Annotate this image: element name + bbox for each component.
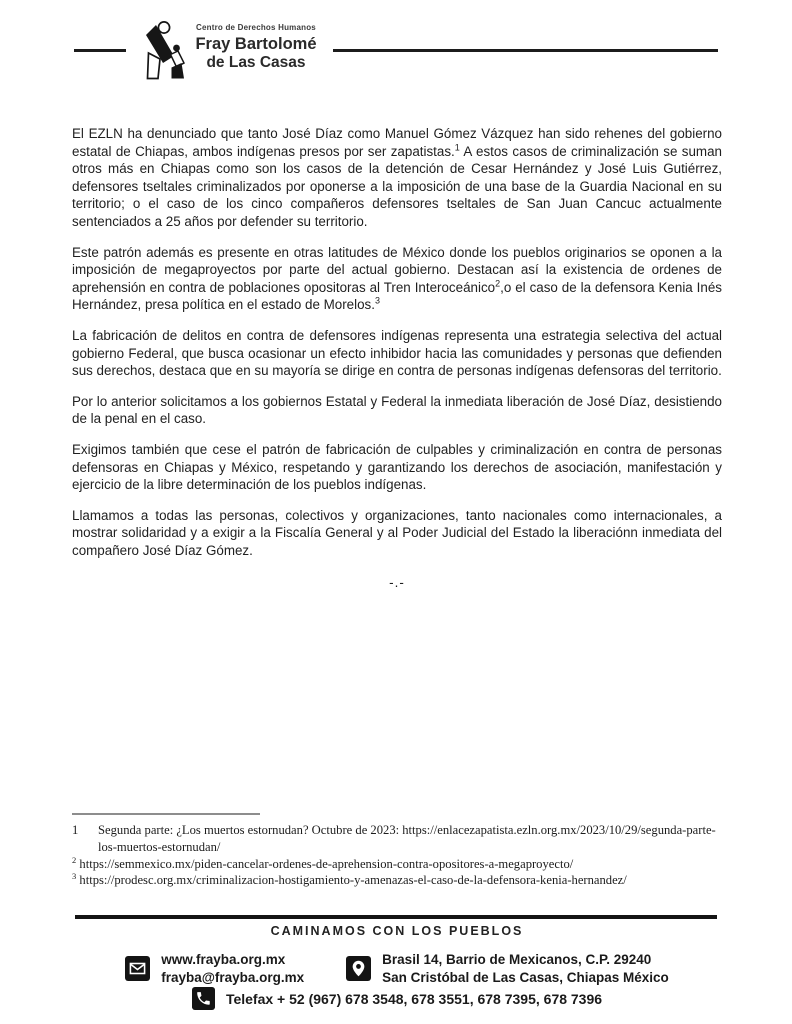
footnote-3-marker: 3: [72, 871, 77, 882]
paragraph-1: [72, 125, 722, 231]
footnote-2-text: https://semmexico.mx/piden-cancelar-ordenes-de-aprehension-contra-opositores-a-megaproyecto/: [76, 856, 574, 871]
web-contact-group: [125, 951, 304, 986]
web-contact-lines: [161, 951, 304, 986]
footnote-divider: [72, 813, 260, 815]
telefax-text: Telefax + 52 (967) 678 3548, 678 3551, 678 7395, 678 7396: [225, 990, 603, 1007]
org-caption: Centro de Derechos Humanos: [196, 23, 316, 32]
org-title-block: [192, 23, 320, 71]
paragraph-5: Exigimos también que cese el patrón de fabricación de culpables y criminalización en contra de personas defensoras en Chiapas y México, respetando y garantizando los derechos de asociación, manifestación y ejercicio de la libre determinación de los pueblos indígenas.: [72, 441, 722, 493]
paragraph-6: Llamamos a todas las personas, colectivos y organizaciones, tanto nacionales como internacionales, a mostrar solidaridad y a exigir a la Fiscalía General y al Poder Judicial del Estado la liberaciónn inmediata del compañero José Díaz Gómez.: [72, 507, 722, 558]
footer-top-rule: [75, 915, 717, 919]
paragraph-4: Por lo anterior solicitamos a los gobiernos Estatal y Federal la inmediata liberación de José Díaz, desistiendo de la penal en el caso.: [72, 393, 722, 427]
email-icon: [125, 956, 150, 981]
footnote-2-marker: 2: [72, 854, 77, 865]
footnotes-section: [72, 813, 722, 889]
footnote-ref-3: 3: [374, 295, 380, 306]
phone-icon: [192, 987, 215, 1010]
paragraph-2: [72, 244, 722, 314]
paragraph-2-text: Este patrón además es presente en otras latitudes de México donde los pueblos originarios se oponen a la imposición de megaproyectos por parte del actual gobierno. Destacan así la existencia de ordenes de aprehensión en contra de poblaciones opositoras al Tren Interoceánico: [72, 244, 722, 295]
footnote-3-text: https://prodesc.org.mx/criminalizacion-hostigamiento-y-amenazas-el-caso-de-la-defensora-kenia-hernandez/: [76, 873, 627, 888]
address-lines: [382, 951, 669, 986]
footnote-3: [72, 872, 722, 889]
paragraph-3: La fabricación de delitos en contra de defensores indígenas representa una estrategia selectiva del actual gobierno Federal, que busca ocasionar un efecto inhibidor hacia las comunidades y personas que defienden sus derechos, destaca que en su mayoría se dirige en contra de personas indígenas defensoras del territorio.: [72, 327, 722, 379]
paragraph-1-text-cont: A estos casos de criminalización se suman otros más en Chiapas como son los casos de la detención de Cesar Hernández y José Luis Gutiérrez, defensores tseltales criminalizados por oponerse a la imposición de una base de la Guardia Nacional en su territorio; o el caso de los cinco compañeros defensores tseltales de San Juan Cancuc actualmente sentenciados a 25 años por defender su territorio.: [72, 143, 722, 229]
address-line-1: Brasil 14, Barrio de Mexicanos, C.P. 29240: [382, 952, 652, 967]
footnote-1: [72, 822, 722, 856]
website-text: www.frayba.org.mx: [161, 952, 286, 967]
footer-contact-row: [72, 951, 722, 986]
telefax-row: [72, 987, 722, 1010]
end-separator: -.-: [389, 575, 405, 591]
org-name-line1: Fray Bartolomé: [195, 35, 317, 53]
footnote-2: [72, 856, 722, 873]
address-group: [346, 951, 669, 986]
frayba-logo-icon: [143, 20, 185, 80]
address-line-2: San Cristóbal de Las Casas, Chiapas México: [382, 969, 669, 985]
footnote-ref-2: 2: [495, 278, 501, 289]
email-text: frayba@frayba.org.mx: [161, 969, 305, 985]
header-right-rule: [333, 49, 718, 52]
location-pin-icon: [346, 956, 371, 981]
footnote-ref-1: 1: [454, 142, 460, 153]
letter-body: [72, 125, 722, 592]
paragraph-1-text: El EZLN ha denunciado que tanto José Díaz como Manuel Gómez Vázquez han sido rehenes del gobierno estatal de Chiapas, ambos indígenas presos por ser zapatistas.: [72, 126, 722, 159]
header-left-rule: [74, 49, 126, 52]
org-name-line2: de Las Casas: [206, 54, 306, 71]
paragraph-2-text-cont: ,o el caso de la defensora Kenia Inés Hernández, presa política en el estado de Morelos.: [72, 279, 722, 313]
footnote-1-text: Segunda parte: ¿Los muertos estornudan? Octubre de 2023: https://enlacezapatista.ezln.org.mx/2023/10/29/segunda-parte-los-muertos-estornudan/: [98, 823, 716, 854]
footer-motto: CAMINAMOS CON LOS PUEBLOS: [270, 924, 524, 938]
footnote-1-marker: 1: [72, 823, 79, 837]
